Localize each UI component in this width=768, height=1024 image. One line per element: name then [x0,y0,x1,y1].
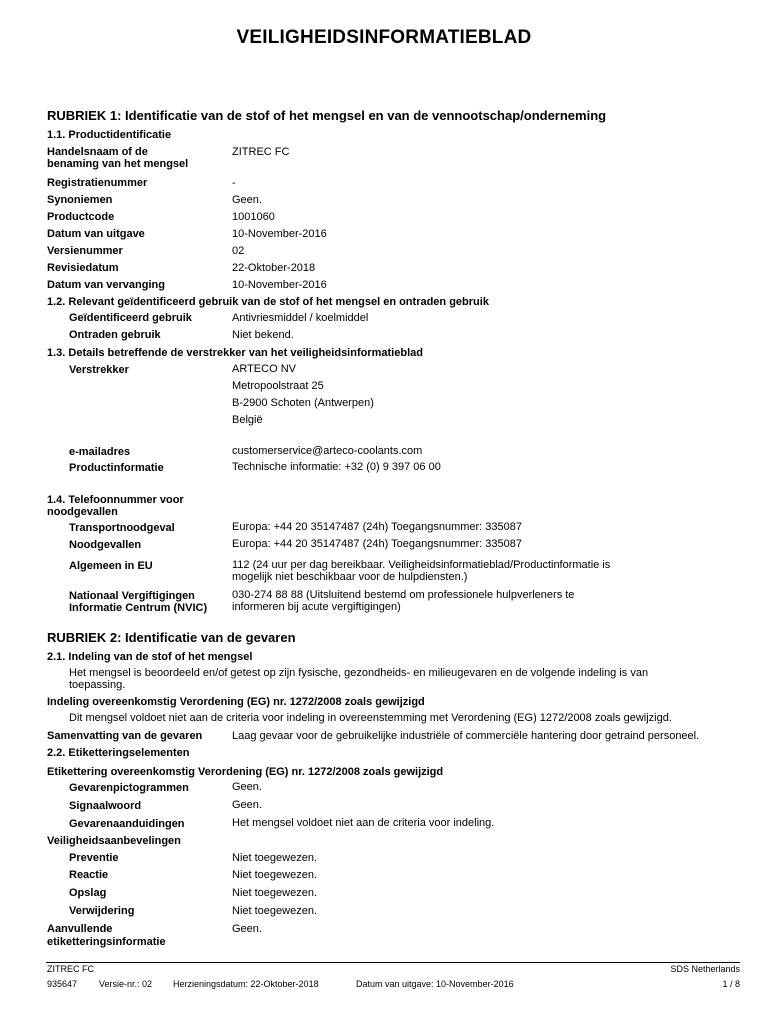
veiligheidsaanbevelingen-heading: Veiligheidsaanbevelingen [47,835,181,847]
nvic-label-line2: Informatie Centrum (NVIC) [69,602,208,614]
gevarenpictogrammen-label: Gevarenpictogrammen [69,782,189,794]
geidentificeerd-gebruik-label: Geïdentificeerd gebruik [69,312,192,324]
datum-uitgave-label: Datum van uitgave [47,228,145,240]
footer-issue-date: Datum van uitgave: 10-November-2016 [356,979,514,989]
opslag-label: Opslag [69,887,107,899]
reactie-label: Reactie [69,869,109,881]
subsection-2-1: 2.1. Indeling van de stof of het mengsel [47,651,253,663]
verwijdering-label: Verwijdering [69,905,135,917]
aanvullende-value: Geen. [232,923,262,935]
datum-vervanging-label: Datum van vervanging [47,279,165,291]
email-value[interactable]: customerservice@arteco-coolants.com [232,445,423,457]
productcode-value: 1001060 [232,211,275,223]
handelsnaam-value: ZITREC FC [232,146,290,158]
versienummer-label: Versienummer [47,245,123,257]
geidentificeerd-gebruik-value: Antivriesmiddel / koelmiddel [232,312,369,324]
verstrekker-name: ARTECO NV [232,363,296,375]
email-label: e-mailadres [69,446,131,458]
footer-version: Versie-nr.: 02 [99,979,153,989]
subsection-2-2: 2.2. Etiketteringselementen [47,747,190,759]
subsection-1-1: 1.1. Productidentificatie [47,129,172,141]
transportnoodgeval-value: Europa: +44 20 35147487 (24h) Toegangsnummer: 335087 [232,521,522,533]
ontraden-gebruik-value: Niet bekend. [232,329,294,341]
productcode-label: Productcode [47,211,115,223]
aanvullende-label-line1: Aanvullende [47,923,113,935]
signaalwoord-label: Signaalwoord [69,800,142,812]
verwijdering-value: Niet toegewezen. [232,905,317,917]
algemeen-eu-value-line1: 112 (24 uur per dag bereikbaar. Veiligheidsinformatieblad/Productinformatie is [232,559,611,571]
document-title: VEILIGHEIDSINFORMATIEBLAD [236,27,532,48]
samenvatting-gevaren-value: Laag gevaar voor de gebruikelijke industriële of commerciële hantering door getraind personeel. [232,730,700,742]
transportnoodgeval-label: Transportnoodgeval [69,522,175,534]
verstrekker-city: B-2900 Schoten (Antwerpen) [232,397,374,409]
verstrekker-country: België [232,414,263,426]
algemeen-eu-value-line2: mogelijk niet beschikbaar voor de hulpdiensten.) [232,571,468,583]
datum-uitgave-value: 10-November-2016 [232,228,327,240]
handelsnaam-label-line2: benaming van het mengsel [47,158,189,170]
subsection-1-2: 1.2. Relevant geïdentificeerd gebruik van de stof of het mengsel en ontraden gebruik [47,296,489,308]
subsection-1-4-line1: 1.4. Telefoonnummer voor [47,494,184,506]
indeling-intro-line1: Het mengsel is beoordeeld en/of getest op zijn fysische, gezondheids- en milieugevaren en de volgende indeling is van [69,667,649,679]
verstrekker-street: Metropoolstraat 25 [232,380,324,392]
signaalwoord-value: Geen. [232,799,262,811]
registratienummer-value: - [232,177,236,189]
samenvatting-gevaren-label: Samenvatting van de gevaren [47,730,203,742]
nvic-value-line1: 030-274 88 88 (Uitsluitend bestemd om professionele hulpverleners te [232,589,575,601]
nvic-label-line1: Nationaal Vergiftigingen [69,590,195,602]
gevarenaanduidingen-label: Gevarenaanduidingen [69,818,185,830]
opslag-value: Niet toegewezen. [232,887,317,899]
versienummer-value: 02 [232,245,245,257]
footer-sds-region: SDS Netherlands [670,964,740,974]
preventie-value: Niet toegewezen. [232,852,317,864]
preventie-label: Preventie [69,852,119,864]
footer-product-code: 935647 [47,979,78,989]
indeling-verordening-heading: Indeling overeenkomstig Verordening (EG) nr. 1272/2008 zoals gewijzigd [47,696,425,708]
synoniemen-label: Synoniemen [47,194,113,206]
section-1-heading: RUBRIEK 1: Identificatie van de stof of het mengsel en van de vennootschap/onderneming [47,108,607,123]
footer-revision-date: Herzieningsdatum: 22-Oktober-2018 [173,979,319,989]
footer-divider [46,962,740,963]
indeling-verordening-text: Dit mengsel voldoet niet aan de criteria voor indeling in overeenstemming met Verordening (EG) 1272/2008 zoals gewijzigd. [69,712,672,724]
footer-product-name: ZITREC FC [47,964,94,974]
productinformatie-value: Technische informatie: +32 (0) 9 397 06 00 [232,461,441,473]
nvic-value-line2: informeren bij acute vergiftigingen) [232,601,401,613]
gevarenpictogrammen-value: Geen. [232,781,262,793]
subsection-1-3: 1.3. Details betreffende de verstrekker van het veiligheidsinformatieblad [47,347,423,359]
reactie-value: Niet toegewezen. [232,869,317,881]
datum-vervanging-value: 10-November-2016 [232,279,327,291]
gevarenaanduidingen-value: Het mengsel voldoet niet aan de criteria voor indeling. [232,817,495,829]
etikettering-verordening-heading: Etikettering overeenkomstig Verordening (EG) nr. 1272/2008 zoals gewijzigd [47,766,444,778]
noodgevallen-label: Noodgevallen [69,539,142,551]
verstrekker-label: Verstrekker [69,364,129,376]
productinformatie-label: Productinformatie [69,462,164,474]
registratienummer-label: Registratienummer [47,177,148,189]
aanvullende-label-line2: etiketteringsinformatie [47,936,166,948]
subsection-1-4-line2: noodgevallen [47,506,118,518]
revisiedatum-label: Revisiedatum [47,262,119,274]
footer-page-number: 1 / 8 [722,979,740,989]
handelsnaam-label-line1: Handelsnaam of de [47,146,148,158]
ontraden-gebruik-label: Ontraden gebruik [69,329,161,341]
noodgevallen-value: Europa: +44 20 35147487 (24h) Toegangsnummer: 335087 [232,538,522,550]
synoniemen-value: Geen. [232,194,262,206]
algemeen-eu-label: Algemeen in EU [69,560,153,572]
section-2-heading: RUBRIEK 2: Identificatie van de gevaren [47,630,296,645]
revisiedatum-value: 22-Oktober-2018 [232,262,316,274]
indeling-intro-line2: toepassing. [69,679,126,691]
